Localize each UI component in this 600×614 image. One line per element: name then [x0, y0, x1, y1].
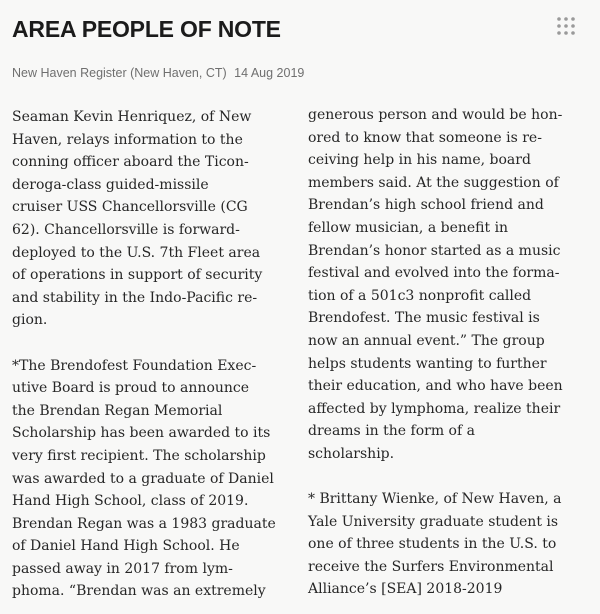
text-line: Brendan’s high school friend and: [308, 197, 544, 214]
text-line: tion of a 501c3 nonprofit called: [308, 287, 532, 304]
text-line: utive Board is proud to announce: [12, 380, 250, 397]
article-paragraph: [308, 488, 584, 601]
text-line: Brendan Regan was a 1983 graduate: [12, 515, 276, 532]
text-line: generous person and would be hon-: [308, 107, 563, 123]
text-line: Brendofest. The music festival is: [308, 310, 540, 327]
text-line: cruiser USS Chancellorsville (CG: [12, 199, 248, 216]
text-line: ceiving help in his name, board: [308, 152, 531, 169]
text-line: Haven, relays information to the: [12, 131, 243, 148]
text-line: Hand High School, class of 2019.: [12, 493, 249, 510]
article-paragraph: [308, 104, 584, 466]
text-line: gion.: [12, 312, 48, 329]
text-line: members said. At the suggestion of: [308, 174, 559, 191]
text-line: Yale University graduate student is: [308, 513, 559, 530]
paragraph-gap: [12, 332, 288, 355]
text-line: very first recipient. The scholarship: [12, 447, 266, 464]
paragraph-gap: [308, 466, 584, 489]
grid-dots-icon[interactable]: [556, 16, 576, 36]
grid-dots-glyph: [556, 16, 576, 36]
source-name: New Haven Register (New Haven, CT): [12, 66, 227, 80]
text-line: the Brendan Regan Memorial: [12, 402, 223, 419]
text-line: of Daniel Hand High School. He: [12, 538, 240, 555]
text-line: scholarship.: [308, 445, 395, 462]
text-line: *The Brendofest Foundation Exec-: [12, 357, 257, 374]
text-line: of operations in support of security: [12, 267, 263, 284]
article-meta: [12, 64, 304, 82]
text-line: ored to know that someone is re-: [308, 129, 542, 146]
left-column: [12, 106, 288, 603]
text-line: now an annual event.” The group: [308, 332, 545, 349]
text-line: passed away in 2017 from lym-: [12, 560, 233, 577]
text-line: one of three students in the U.S. to: [308, 536, 557, 553]
text-line: Seaman Kevin Henriquez, of New: [12, 109, 252, 125]
article-paragraph: [12, 355, 288, 604]
text-line: was awarded to a graduate of Daniel: [12, 470, 274, 487]
text-line: receive the Surfers Environmental: [308, 558, 554, 575]
text-line: dreams in the form of a: [308, 423, 475, 440]
text-line: phoma. “Brendan was an extremely: [12, 583, 266, 600]
article-paragraph: [12, 106, 288, 332]
text-line: deployed to the U.S. 7th Fleet area: [12, 244, 261, 261]
text-line: Alliance’s [SEA] 2018-2019: [308, 581, 503, 598]
text-line: Brendan’s honor started as a music: [308, 242, 561, 259]
text-line: festival and evolved into the forma-: [308, 265, 560, 282]
publish-date: 14 Aug 2019: [234, 66, 305, 80]
text-line: 62). Chancellorsville is forward-: [12, 221, 240, 238]
text-line: conning officer aboard the Ticon-: [12, 154, 249, 171]
right-column: [308, 104, 584, 601]
text-line: deroga-class guided-missile: [12, 176, 209, 193]
text-line: their education, and who have been: [308, 378, 563, 395]
text-line: affected by lymphoma, realize their: [308, 400, 561, 417]
text-line: and stability in the Indo-Pacific re-: [12, 289, 258, 306]
text-line: * Brittany Wienke, of New Haven, a: [308, 491, 562, 508]
text-line: helps students wanting to further: [308, 355, 547, 372]
text-line: Scholarship has been awarded to its: [12, 425, 271, 442]
article-title: AREA PEOPLE OF NOTE: [12, 16, 281, 42]
text-line: fellow musician, a benefit in: [308, 219, 509, 236]
